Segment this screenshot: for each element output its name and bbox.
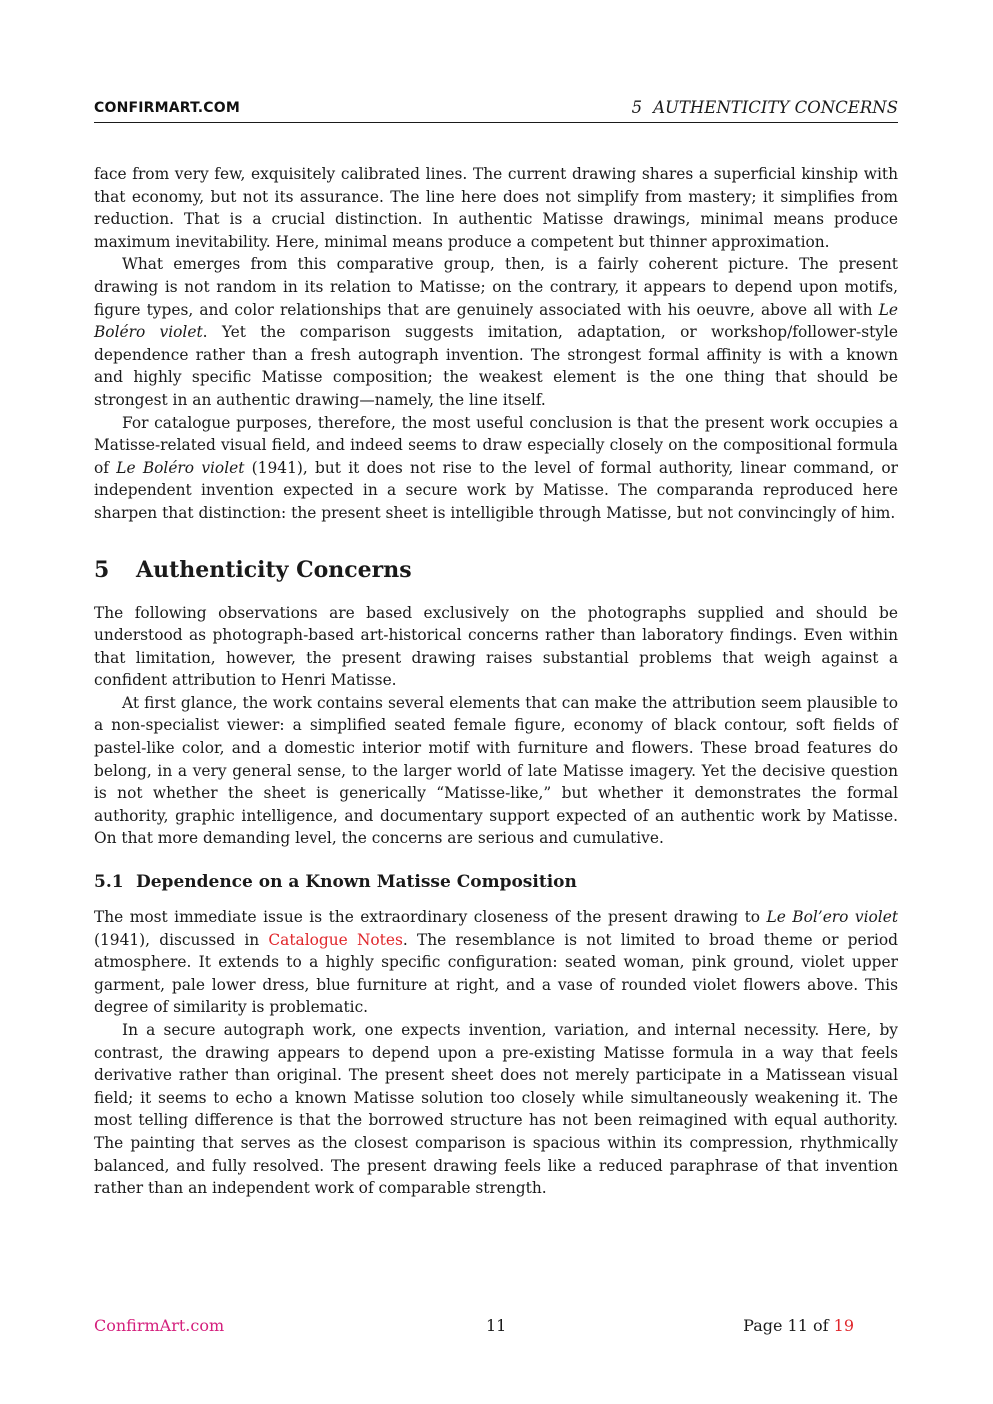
paragraph-text: What emerges from this comparative group, then, is a fairly coherent picture. The present drawing is not random in its relation to Matisse; on the contrary, it appears to depend upon motifs, figure types, and color relationships that are genuinely associated with his oeuvre, above all with	[94, 255, 898, 319]
section-title: Authenticity Concerns	[136, 556, 412, 583]
page-count-label: Page 11 of	[743, 1316, 834, 1335]
paragraph-text: . Yet the comparison suggests imitation, adaptation, or workshop/follower-style dependence rather than a fresh autograph invention. The strongest formal affinity is with a known and highly specific Matisse composition; the weakest element is the one thing that should be strongest in an authentic drawing—namely, the line itself.	[94, 323, 898, 409]
paragraph	[94, 602, 898, 692]
running-head-section-number: 5	[631, 98, 643, 117]
footer-page-count	[743, 1316, 854, 1335]
running-head	[632, 98, 898, 117]
paragraph-text: (1941), but it does not rise to the level of formal authority, linear command, or independent invention expected in a secure work by Matisse. The comparanda reproduced here sharpen that distinction: the present sheet is intelligible through Matisse, but not convincingly of him.	[94, 458, 898, 522]
section-heading	[94, 556, 898, 584]
running-head-section-title: AUTHENTICITY CONCERNS	[653, 98, 898, 117]
paragraph	[94, 1019, 898, 1200]
artwork-title: Le Boléro violet	[94, 300, 898, 342]
subsection-heading	[94, 871, 898, 893]
paragraph-text: . The resemblance is not limited to broad theme or period atmosphere. It extends to a highly specific configuration: seated woman, pink ground, violet upper garment, pale lower dress, blue furniture at right, and a vase of rounded violet flowers above. This degree of similarity is problematic.	[94, 930, 898, 1017]
total-pages-link[interactable]: 19	[833, 1316, 854, 1335]
paragraph	[94, 412, 898, 525]
footer-site-link[interactable]: ConfirmArt.com	[94, 1316, 225, 1335]
section-number: 5	[94, 556, 110, 583]
page-body	[94, 163, 898, 1200]
subsection-title: Dependence on a Known Matisse Composition	[136, 872, 577, 893]
paragraph-text: The following observations are based exclusively on the photographs supplied and should be understood as photograph-based art-historical concerns rather than laboratory findings. Even within that limitation, however, the present drawing raises substantial problems that weigh against a confident attribution to Henri Matisse.	[94, 603, 898, 690]
paragraph-text: In a secure autograph work, one expects invention, variation, and internal necessity. Here, by contrast, the drawing appears to depend upon a pre-existing Matisse formula in a way that feels derivative rather than original. The present sheet does not merely participate in a Matissean visual field; it seems to echo a known Matisse solution too closely while simultaneously weakening it. The most telling difference is that the borrowed structure has not been reimagined with equal authority. The painting that serves as the closest comparison is spacious within its compression, rhythmically balanced, and fully resolved. The present drawing feels like a reduced paraphrase of that invention rather than an independent work of comparable strength.	[94, 1021, 898, 1198]
catalogue-notes-link[interactable]: Catalogue Notes	[268, 930, 403, 949]
paragraph-text: At first glance, the work contains several elements that can make the attribution seem plausible to a non-specialist viewer: a simplified seated female figure, economy of black contour, soft fields of pastel-like color, and a domestic interior motif with furniture and flowers. These broad features do belong, in a very general sense, to the larger world of late Matisse imagery. Yet the decisive question is not whether the sheet is generically “Matisse-like,” but whether it demonstrates the formal authority, graphic intelligence, and documentary support expected of an authentic work by Matisse. On that more demanding level, the concerns are serious and cumulative.	[94, 693, 898, 848]
footer-page-number: 11	[486, 1316, 507, 1335]
paragraph	[94, 163, 898, 253]
paragraph-text: The most immediate issue is the extraordinary closeness of the present drawing to	[94, 908, 767, 927]
page-footer	[94, 1316, 854, 1338]
paragraph	[94, 253, 898, 411]
subsection-number: 5.1	[94, 872, 124, 893]
page-header	[94, 98, 898, 123]
paragraph	[94, 906, 898, 1019]
paragraph-text: (1941), discussed in	[94, 930, 269, 949]
paragraph	[94, 692, 898, 850]
confirmart-logo: CONFIRMART.COM	[94, 100, 241, 116]
artwork-title: Le Bol’ero violet	[766, 908, 899, 927]
artwork-title: Le Boléro violet	[116, 458, 245, 477]
paragraph-text: For catalogue purposes, therefore, the most useful conclusion is that the present work occupies a Matisse-related visual field, and indeed seems to draw especially closely on the compositional formula of	[94, 413, 898, 477]
paragraph-text: face from very few, exquisitely calibrated lines. The current drawing shares a superficial kinship with that economy, but not its assurance. The line here does not simplify from mastery; it simplifies from reduction. That is a crucial distinction. In authentic Matisse drawings, minimal means produce maximum inevitability. Here, minimal means produce a competent but thinner approximation.	[94, 165, 898, 251]
